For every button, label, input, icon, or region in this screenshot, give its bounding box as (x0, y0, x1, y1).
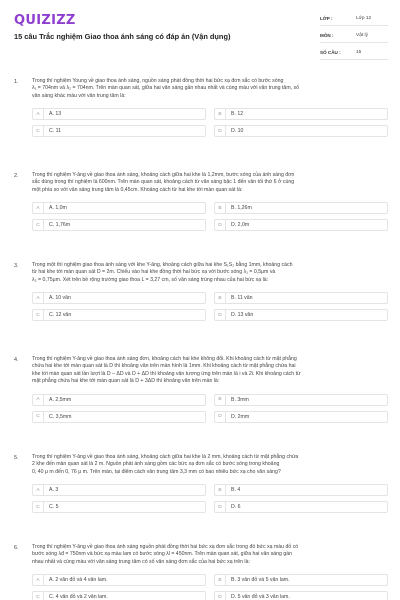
option-letter: D (215, 126, 226, 136)
option-letter: B (215, 109, 226, 119)
option-text: C. 5 (49, 504, 59, 511)
question-text (32, 356, 388, 386)
info-row-count (320, 46, 388, 60)
answer-option-d[interactable] (214, 591, 388, 600)
option-letter: D (215, 220, 226, 230)
option-text: C. 4 vân đỏ và 2 vân lam. (49, 594, 108, 600)
answer-option-b[interactable] (214, 202, 388, 214)
option-text: B. 11 vân (231, 295, 253, 302)
question-line: chứa hai khe tới màn quan sát là D thì khoảng vân trên màn hình là 1mm. Khi khoảng cách từ mặt phẳng chứa hai (32, 363, 296, 370)
answer-option-c[interactable] (32, 501, 206, 513)
answer-option-c[interactable] (32, 125, 206, 137)
option-text: D. 13 vân (231, 312, 254, 319)
question-line: Trong thí nghiệm Y-âng về giao thoa ánh sáng đơn, khoảng cách hai khe không đổi. Khi khoảng cách từ mặt phẳng (32, 356, 297, 362)
option-text: D. 2mm (231, 413, 250, 420)
option-letter: B (215, 293, 226, 303)
question-line: một phía so với vân sáng trung tâm là 0,45cm. Khoảng cách từ hai khe tới màn quan sát là: (32, 186, 243, 193)
answer-option-d[interactable] (214, 125, 388, 137)
answer-option-b[interactable] (214, 574, 388, 586)
info-label: LỚP : (320, 16, 333, 21)
option-letter: A (33, 109, 44, 119)
option-letter: B (215, 575, 226, 585)
option-letter: C (33, 502, 44, 512)
option-text: A. 2 vân đỏ và 4 vân lam. (49, 577, 108, 584)
option-text: B. 3 vân đỏ và 5 vân lam. (231, 577, 290, 584)
answer-option-a[interactable] (32, 202, 206, 214)
info-value: Vật lý (356, 33, 368, 38)
answer-option-c[interactable] (32, 219, 206, 231)
option-text: C. 1,76m (49, 222, 71, 229)
answer-option-b[interactable] (214, 484, 388, 496)
option-letter: C (33, 310, 44, 320)
option-letter: C (33, 220, 44, 230)
option-text: A. 2,5mm (49, 396, 72, 403)
option-text: B. 12 (231, 111, 244, 118)
question-text (32, 262, 388, 284)
question-line: khe tới màn quan sát lần lượt là D – ΔD và D + ΔD thì khoảng vân tương ứng trên màn là i và 2i. Khi khoảng cách từ (32, 370, 301, 377)
answer-option-b[interactable] (214, 108, 388, 120)
question-line: 2 khe đến màn quan sát là 2 m. Nguồn phát ánh sáng gồm các bức xạ đơn sắc có bước sóng trong khoảng (32, 461, 280, 468)
question-number: 2. (14, 173, 19, 179)
option-letter: A (33, 575, 44, 585)
option-text: C. 11 (49, 128, 62, 135)
option-text: D. 2,0m (231, 222, 250, 229)
page-header (0, 0, 400, 62)
option-letter: C (33, 592, 44, 600)
answer-option-c[interactable] (32, 591, 206, 600)
question-text (32, 454, 388, 476)
option-letter: D (215, 310, 226, 320)
question-line: λ₁ = 704nm và λ₂ = 704nm. Trên màn quan sát, giữa hai vân sáng gần nhau nhất và cùng màu với vân trung tâm, số (32, 85, 300, 92)
question-text (32, 544, 388, 566)
question-line: nhau nhất và cùng màu với vân sáng trung tâm có số vân sáng đơn sắc của hai bức xạ trên là: (32, 558, 250, 565)
quizizz-logo[interactable]: QUIZIZZ (14, 13, 76, 28)
info-panel (320, 12, 388, 63)
option-text: C. 12 vân (49, 312, 72, 319)
question-line: Trong một thí nghiệm giao thoa ánh sáng với khe Y-âng, khoảng cách giữa hai khe S₁S₂ bằng 1mm, khoảng cách (32, 262, 293, 268)
answer-option-c[interactable] (32, 309, 206, 321)
info-row-grade (320, 12, 388, 26)
info-label: MÔN : (320, 33, 334, 38)
question-line: λ₂ = 0,75μm. Xét trên bề rộng trường giao thoa L = 3,27 cm, số vân sáng trùng nhau của hai bức xạ là: (32, 276, 269, 283)
option-letter: A (33, 485, 44, 495)
option-text: C. 3,5mm (49, 413, 72, 420)
option-text: A. 10 vân (49, 295, 71, 302)
question-number: 5. (14, 455, 19, 461)
answer-option-c[interactable] (32, 411, 206, 423)
option-letter: A (33, 395, 44, 405)
question-line: Trong thí nghiệm Y-âng về giao thoa ánh sáng, khoảng cách giữa hai khe là 1,2mm, bước sóng của ánh sáng đơn (32, 172, 295, 178)
answer-option-b[interactable] (214, 394, 388, 406)
option-text: A. 13 (49, 111, 62, 118)
option-letter: C (33, 412, 44, 422)
answer-option-a[interactable] (32, 108, 206, 120)
option-text: B. 1,26m (231, 205, 252, 212)
answer-option-a[interactable] (32, 292, 206, 304)
option-letter: B (215, 485, 226, 495)
question-line: Trong thí nghiệm Y-âng về giao thoa ánh sáng, khoảng cách giữa hai khe là 2 mm, khoảng cách từ mặt phẳng chứa (32, 454, 299, 460)
answer-option-a[interactable] (32, 484, 206, 496)
option-letter: C (33, 126, 44, 136)
question-text (32, 172, 388, 194)
answer-option-a[interactable] (32, 394, 206, 406)
question-line: từ hai khe tới màn quan sát D = 2m. Chiếu vào hai khe đồng thời hai bức xạ với bước sóng λ₁ = 0,5μm và (32, 269, 276, 276)
option-letter: A (33, 203, 44, 213)
question-number: 3. (14, 263, 19, 269)
answer-option-d[interactable] (214, 501, 388, 513)
question-number: 1. (14, 79, 19, 85)
option-letter: B (215, 203, 226, 213)
answer-option-a[interactable] (32, 574, 206, 586)
info-value: 15 (356, 50, 362, 55)
option-text: B. 3mm (231, 396, 249, 403)
option-letter: A (33, 293, 44, 303)
question-line: sắc dùng trong thí nghiệm là 600nm. Trên màn quan sát, khoảng cách từ vân sáng bậc 1 đến vân tối thứ 6 ở cùng (32, 179, 295, 186)
option-letter: D (215, 412, 226, 422)
page-title: 15 câu Trắc nghiệm Giao thoa ánh sáng có đáp án (Vận dụng) (14, 32, 231, 41)
question-line: bước sóng λđ = 750nm và bức xạ màu lam có bước sóng λl = 450nm. Trên màn quan sát, giữa hai vân sáng gần (32, 551, 293, 558)
option-letter: B (215, 395, 226, 405)
question-line: Trong thí nghiệm Y-âng về giao thoa ánh sáng nguồn phát đồng thời hai bức xạ đơn sắc trong đó bức xạ màu đỏ có (32, 544, 299, 550)
question-line: vân sáng khác màu với vân trung tâm là: (32, 92, 126, 99)
question-number: 4. (14, 357, 19, 363)
question-line: 0, 40 μ m đến 0, 76 μ m. Trên màn, tại điểm cách vân trung tâm 3,3 mm có bao nhiêu bức xạ cho vân sáng? (32, 468, 281, 475)
answer-option-d[interactable] (214, 219, 388, 231)
question-number: 6. (14, 545, 19, 551)
option-text: D. 6 (231, 504, 241, 511)
answer-option-d[interactable] (214, 411, 388, 423)
question-line: mặt phẳng chứa hai khe tới màn quan sát là D + 3ΔD thì khoảng vân trên màn là: (32, 378, 220, 385)
info-label: SỐ CÂU : (320, 50, 341, 55)
option-text: A. 3 (49, 487, 59, 494)
info-row-subject (320, 29, 388, 43)
option-letter: D (215, 502, 226, 512)
question-text (32, 78, 388, 100)
option-text: B. 4 (231, 487, 241, 494)
answer-option-d[interactable] (214, 309, 388, 321)
question-line: Trong thí nghiệm Young về giao thoa ánh sáng, nguồn sáng phát đồng thời hai bức xạ đơn sắc có bước sóng (32, 78, 284, 84)
info-value: Lớp 12 (356, 16, 372, 21)
option-text: D. 5 vân đỏ và 3 vân lam. (231, 594, 290, 600)
answer-option-b[interactable] (214, 292, 388, 304)
option-text: D. 10 (231, 128, 244, 135)
option-text: A. 1,0m (49, 205, 67, 212)
option-letter: D (215, 592, 226, 600)
